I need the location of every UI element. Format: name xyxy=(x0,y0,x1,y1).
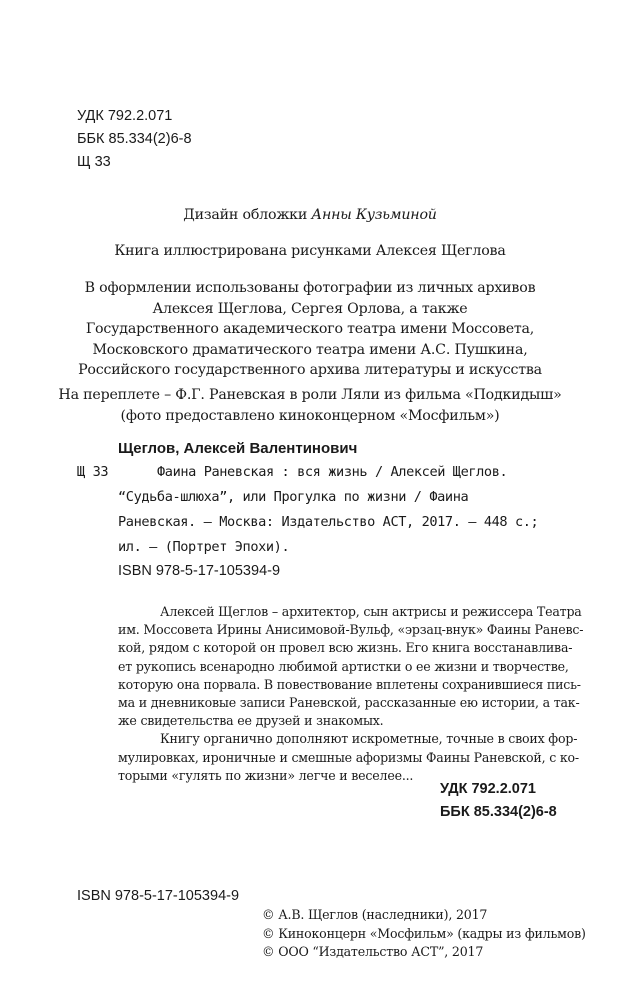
author-mark-top: Щ 33 xyxy=(77,154,111,170)
bbk-code-right: ББК 85.334(2)6-8 xyxy=(440,804,557,820)
bbk-code-top: ББК 85.334(2)6-8 xyxy=(77,131,192,147)
annotation xyxy=(118,603,583,785)
annotation-line: кой, рядом с которой он провел всю жизнь. Его книга восстанавлива- xyxy=(118,640,573,656)
copyright-line: © А.В. Щеглов (наследники), 2017 xyxy=(262,907,488,922)
binding-credit-line: На переплете – Ф.Г. Раневская в роли Ляли из фильма «Подкидыш» xyxy=(58,387,562,403)
photo-credits xyxy=(0,278,620,381)
bib-description-line: Фаина Раневская : вся жизнь / Алексей Щеглов. xyxy=(157,464,508,480)
bib-description-line: Раневская. – Москва: Издательство АСТ, 2017. — 448 с.; xyxy=(118,514,539,530)
copyright-line: © Киноконцерн «Мосфильм» (кадры из фильмов) xyxy=(262,925,586,941)
illustrations-credit: Книга иллюстрирована рисунками Алексея Щеглова xyxy=(114,243,506,259)
annotation-line: ет рукопись всенародно любимой артистки о ее жизни и творчестве, xyxy=(118,658,569,674)
cover-design-credit xyxy=(0,207,620,223)
annotation-line: Книгу органично дополняют искрометные, точные в своих фор- xyxy=(160,731,578,747)
photo-credit-line: Государственного академического театра имени Моссовета, xyxy=(85,321,535,337)
bib-mark: Щ 33 xyxy=(77,464,109,480)
binding-credit-line: (фото предоставлено киноконцерном «Мосфильм») xyxy=(120,407,500,424)
photo-credit-line: В оформлении использованы фотографии из личных архивов xyxy=(84,280,536,296)
bib-description-line: ил. — (Портрет Эпохи). xyxy=(118,539,290,555)
photo-credit-line: Алексея Щеглова, Сергея Орлова, а также xyxy=(152,300,468,317)
annotation-line: мулировках, ироничные и смешные афоризмы Фаины Раневской, с ко- xyxy=(118,749,579,765)
annotation-line: которую она порвала. В повествование вплетены сохранившиеся пись- xyxy=(118,676,581,692)
udk-code-right: УДК 792.2.071 xyxy=(440,781,536,797)
bib-description-line: “Судьба-шлюха”, или Прогулка по жизни / Фаина xyxy=(118,489,469,505)
cover-design-prefix: Дизайн обложки xyxy=(183,207,308,223)
annotation-line: же свидетельства ее друзей и знакомых. xyxy=(118,713,384,729)
photo-credit-line: Российского государственного архива литературы и искусства xyxy=(78,362,542,378)
annotation-line: Алексей Щеглов – архитектор, сын актрисы и режиссера Театра xyxy=(160,604,582,619)
copyright-line: © ООО “Издательство АСТ”, 2017 xyxy=(262,944,484,959)
annotation-line: им. Моссовета Ирины Анисимовой-Вульф, «эрзац-внук» Фаины Раневс- xyxy=(118,622,584,638)
bib-isbn: ISBN 978-5-17-105394-9 xyxy=(118,563,281,579)
binding-credit xyxy=(0,385,620,426)
isbn-bottom: ISBN 978-5-17-105394-9 xyxy=(77,888,240,904)
annotation-line: торыми «гулять по жизни» легче и веселее... xyxy=(118,767,414,783)
udk-code-top: УДК 792.2.071 xyxy=(77,108,173,124)
copyrights xyxy=(262,906,586,962)
cover-designer-name: Анны Кузьминой xyxy=(311,207,437,223)
bib-author-heading: Щеглов, Алексей Валентинович xyxy=(118,440,358,457)
annotation-line: ма и дневниковые записи Раневской, рассказанные ею истории, а так- xyxy=(118,695,580,711)
photo-credit-line: Московского драматического театра имени А.С. Пушкина, xyxy=(92,341,528,358)
